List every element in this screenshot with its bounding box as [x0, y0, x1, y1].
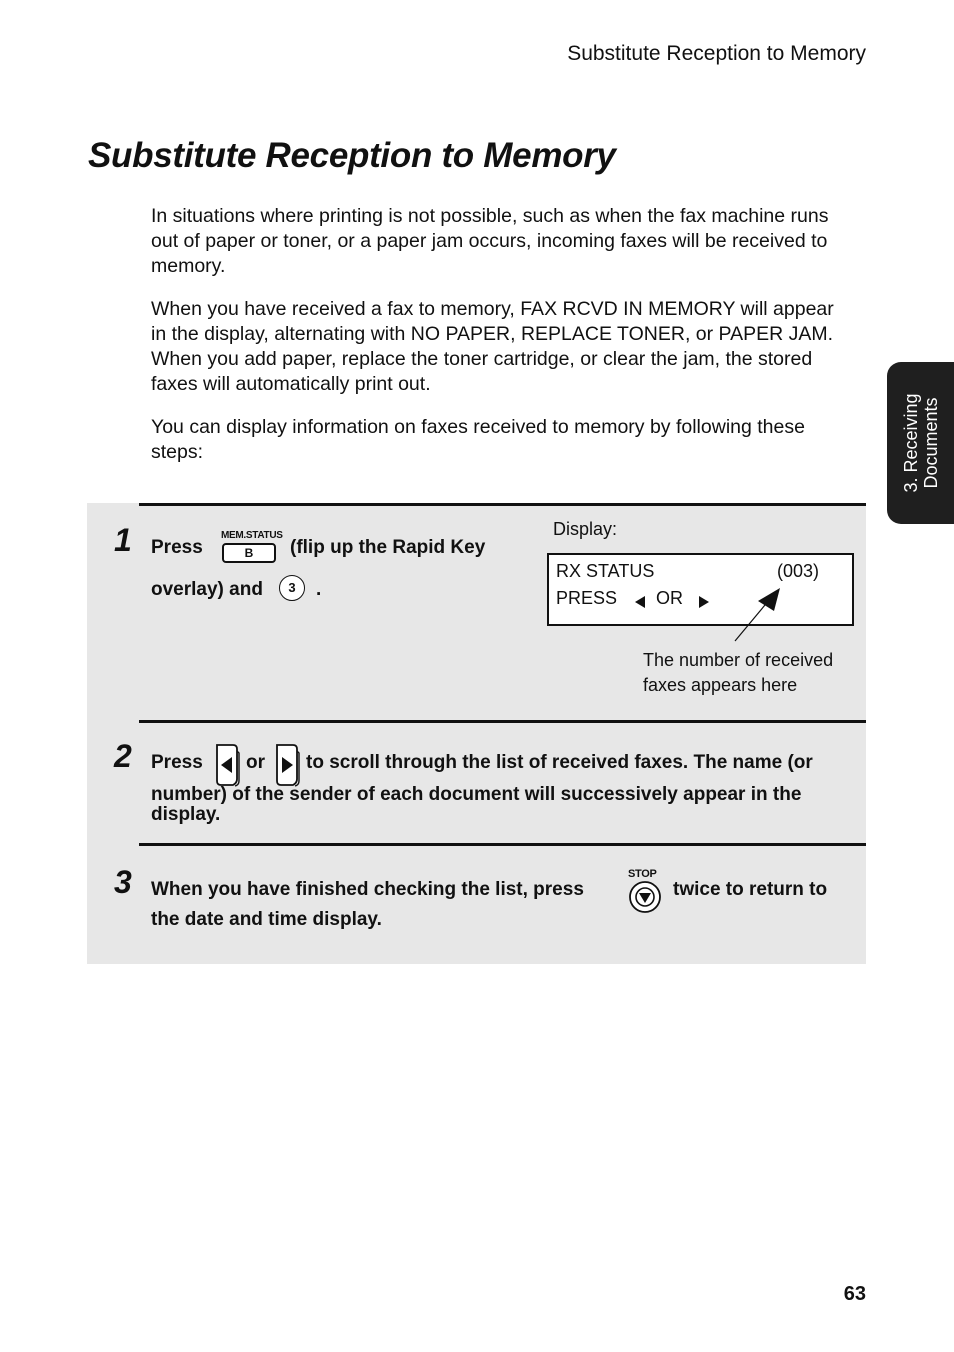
- step-1-press-text: Press: [151, 537, 203, 558]
- lcd-line1-left: RX STATUS: [556, 561, 655, 581]
- chapter-tab-line2: Documents: [920, 397, 941, 489]
- step-3-rule: [139, 843, 866, 846]
- step-2-or: or: [246, 752, 265, 773]
- page-number: 63: [843, 1283, 866, 1305]
- callout-line2: faxes appears here: [643, 675, 798, 695]
- step-2-press-text: Press: [151, 752, 203, 773]
- running-header: Substitute Reception to Memory: [567, 42, 866, 65]
- step-1-text-line1: (flip up the Rapid Key: [290, 537, 486, 558]
- lcd-line2-press: PRESS: [556, 588, 618, 608]
- chapter-tab-label: [901, 393, 941, 492]
- chapter-tab: [887, 362, 954, 524]
- lcd-line2-or: OR: [656, 588, 683, 608]
- mem-status-key-label: MEM.STATUS: [221, 530, 283, 541]
- display-label: Display:: [553, 519, 618, 539]
- step-3-text-line2: the date and time display.: [151, 909, 382, 930]
- stop-key-icon: [628, 880, 662, 914]
- intro-paragraph-2: When you have received a fax to memory, FAX RCVD IN MEMORY will appear in the display, alternating with NO PAPER, REPLACE TONER, or PAPER JAM. When you add paper, replace the toner cartridge, or clear the jam, the stored faxes will automatically print out.: [151, 298, 834, 395]
- page-title: Substitute Reception to Memory: [88, 136, 616, 175]
- lcd-line1-right: (003): [777, 561, 820, 581]
- number-3-key: 3: [279, 575, 305, 601]
- step-3-number: 3: [114, 864, 132, 900]
- stop-key-label: STOP: [628, 868, 657, 880]
- chapter-tab-line1: 3. Receiving: [900, 393, 921, 493]
- step-2-number: 2: [114, 738, 132, 774]
- step-2-rule: [139, 720, 866, 723]
- step-3-text-after-key: twice to return to: [673, 879, 828, 900]
- step-1-number: 1: [114, 522, 132, 558]
- intro-paragraph-3: You can display information on faxes received to memory by following these steps:: [151, 416, 805, 463]
- step-2-text-line1: to scroll through the list of received faxes. The name (or: [306, 752, 813, 773]
- display-callout: [643, 648, 833, 698]
- step-1-rule: [139, 503, 866, 506]
- step-2-text-line2: number) of the sender of each document will successively appear in the: [151, 784, 802, 805]
- right-arrow-key-icon: [273, 743, 301, 787]
- step-1-end: .: [316, 579, 322, 600]
- step-1-text-line2: overlay) and: [151, 579, 263, 600]
- intro-paragraph-1: In situations where printing is not possible, such as when the fax machine runs out of paper or toner, or a paper jam occurs, incoming faxes will be received to memory.: [151, 205, 829, 277]
- mem-status-b-key: B: [222, 543, 276, 563]
- lcd-right-arrow-icon: [697, 595, 711, 609]
- callout-line1: The number of received: [643, 650, 834, 670]
- step-3-text-line1: When you have finished checking the list, press: [151, 879, 584, 900]
- left-arrow-key-icon: [213, 743, 241, 787]
- callout-pointer-arrow-icon: [730, 585, 790, 645]
- lcd-left-arrow-icon: [633, 595, 647, 609]
- step-2-text-line3: display.: [151, 804, 221, 825]
